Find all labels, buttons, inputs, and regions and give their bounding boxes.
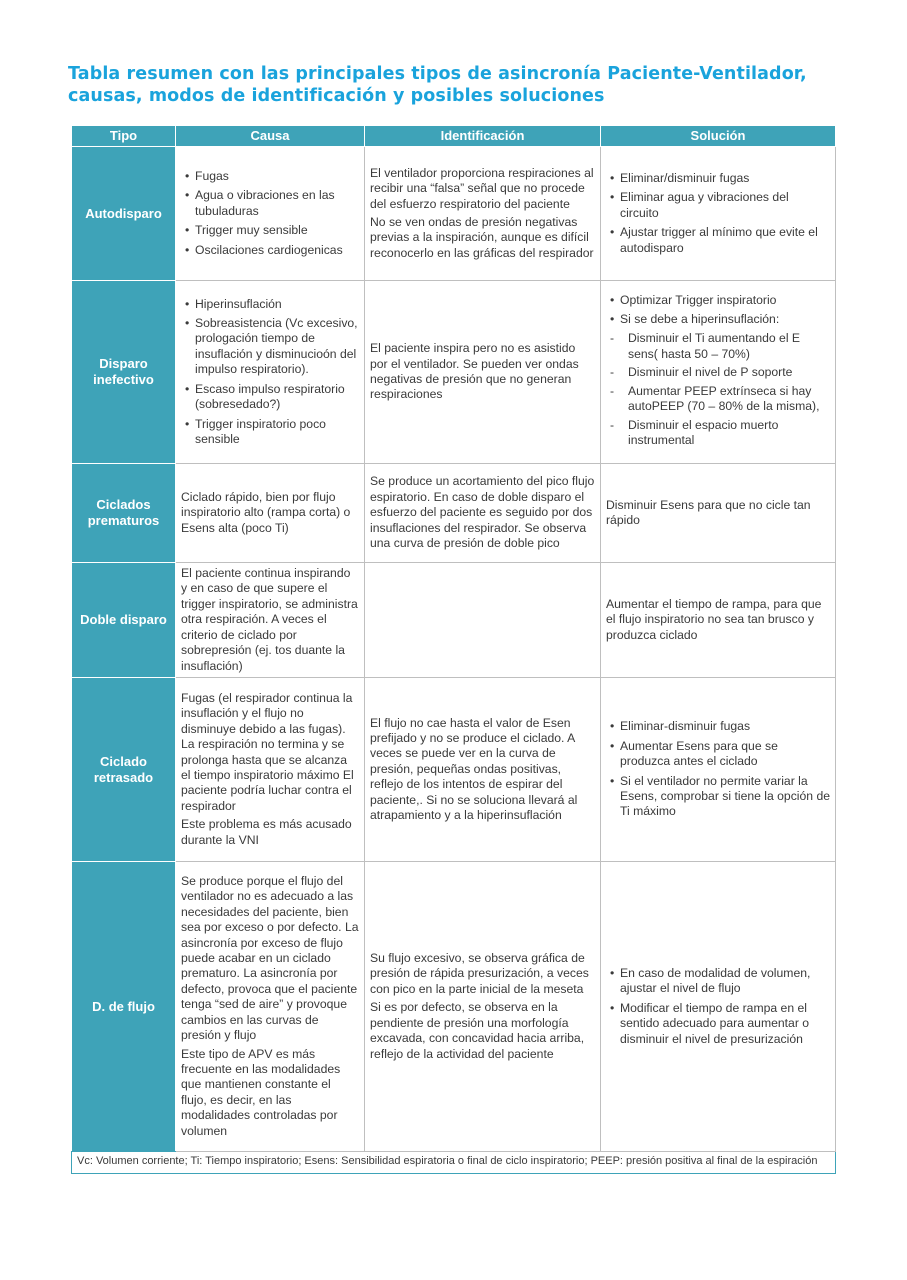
table-row <box>72 862 836 1152</box>
list-item: • Trigger inspiratorio poco sensible <box>181 417 359 448</box>
header-identificacion: Identificación <box>365 126 601 147</box>
paragraph: Se produce un acortamiento del pico flujo espiratorio. En caso de doble disparo el esfuerzo del paciente es seguido por dos insuflaciones del respirador. Se observa una curva de presión de doble pico <box>370 474 595 551</box>
footnote: Vc: Volumen corriente; Ti: Tiempo inspiratorio; Esens: Sensibilidad espiratoria o final de ciclo inspiratorio; PEEP: presión positiva al final de la espiración <box>72 1152 836 1174</box>
table-row <box>72 563 836 678</box>
paragraph: Este problema es más acusado durante la VNI <box>181 817 352 847</box>
paragraph: No se ven ondas de presión negativas previas a la inspiración, aunque es difícil reconocerlo en las gráficas del respirador <box>370 215 594 260</box>
paragraph: Si es por defecto, se observa en la pendiente de presión una morfología excavada, con concavidad hacia arriba, reflejo de la actividad del paciente <box>370 1000 585 1061</box>
causa-cell <box>176 281 365 464</box>
footnote-row <box>72 1152 836 1174</box>
identificacion-cell <box>365 147 601 281</box>
paragraph: Fugas (el respirador continua la insuflación y el flujo no disminuye debido a las fugas). La respiración no termina y se prolonga hasta que se alcanza el tiempo inspiratorio máximo El paciente podría luchar contra el respirador <box>181 690 354 813</box>
list-item: • Eliminar/disminuir fugas <box>606 171 830 186</box>
solucion-cell: Disminuir Esens para que no cicle tan rápido <box>601 464 836 563</box>
tipo-cell: Autodisparo <box>72 147 176 281</box>
solucion-cell: Aumentar el tiempo de rampa, para que el flujo inspiratorio no sea tan brusco y produzca ciclado <box>601 563 836 678</box>
solucion-cell <box>601 678 836 862</box>
asynchrony-table <box>71 125 836 1174</box>
list-item: • Hiperinsuflación <box>181 297 359 312</box>
list-item: • Sobreasistencia (Vc excesivo, prologación tiempo de insuflación y disminucioón del impulso respiratorio). <box>181 316 359 378</box>
list-item: • Eliminar agua y vibraciones del circuito <box>606 190 830 221</box>
header-tipo: Tipo <box>72 126 176 147</box>
table-row <box>72 281 836 464</box>
list-item: • Trigger muy sensible <box>181 223 359 238</box>
paragraph: Su flujo excesivo, se observa gráfica de presión de rápida presurización, a veces con pico en la parte inicial de la meseta <box>370 951 589 996</box>
sub-list-item: - Disminuir el Ti aumentando el E sens( hasta 50 – 70%) <box>606 331 830 362</box>
sub-list-item: - Aumentar PEEP extrínseca si hay autoPEEP (70 – 80% de la misma), <box>606 384 830 415</box>
tipo-cell: Ciclados prematuros <box>72 464 176 563</box>
list-item: • Eliminar-disminuir fugas <box>606 719 830 734</box>
list-item: • Agua o vibraciones en las tubuladuras <box>181 188 359 219</box>
paragraph: Este tipo de APV es más frecuente en las modalidades que mantienen constante el flujo, es decir, en las modalidades controladas por volumen <box>181 1046 341 1138</box>
list-item: • Ajustar trigger al mínimo que evite el autodisparo <box>606 225 830 256</box>
list-item: • Optimizar Trigger inspiratorio <box>606 293 830 308</box>
causa-cell: Ciclado rápido, bien por flujo inspiratorio alto (rampa corta) o Esens alta (poco Ti) <box>176 464 365 563</box>
tipo-cell: Doble disparo <box>72 563 176 678</box>
solucion-cell <box>601 862 836 1152</box>
list-item: • En caso de modalidad de volumen, ajustar el nivel de flujo <box>606 966 830 997</box>
list-item: • Si el ventilador no permite variar la Esens, comprobar si tiene la opción de Ti máximo <box>606 774 830 820</box>
identificacion-cell <box>365 281 601 464</box>
list-item: • Escaso impulso respiratorio (sobresedado?) <box>181 382 359 413</box>
table-header-row <box>72 126 836 147</box>
paragraph: El paciente inspira pero no es asistido por el ventilador. Se pueden ver ondas negativas de presión que no generan respiraciones <box>370 341 579 402</box>
list-item: • Aumentar Esens para que se produzca antes el ciclado <box>606 739 830 770</box>
causa-cell <box>176 147 365 281</box>
list-item: • Fugas <box>181 169 359 184</box>
list-item: • Oscilaciones cardiogenicas <box>181 243 359 258</box>
solucion-cell <box>601 147 836 281</box>
causa-cell: El paciente continua inspirando y en caso de que supere el trigger inspiratorio, se administra otra respiración. A veces el criterio de ciclado por sobrepresión (ej. tos duante la insuflación) <box>176 563 365 678</box>
table-row <box>72 678 836 862</box>
sub-list-item: - Disminuir el espacio muerto instrumental <box>606 418 830 449</box>
paragraph: El flujo no cae hasta el valor de Esen prefijado y no se produce el ciclado. A veces se puede ver en la curva de presión, pequeñas ondas positivas, reflejo de los intentos de espirar del paciente,. Si no se soluciona llevará al atrapamiento y a la hiperinsuflación <box>370 715 578 823</box>
identificacion-cell <box>365 678 601 862</box>
paragraph: El ventilador proporciona respiraciones al recibir una “falsa” señal que no procede del esfuerzo respiratorio del paciente <box>370 165 594 211</box>
header-solucion: Solución <box>601 126 836 147</box>
page-title: Tabla resumen con las principales tipos de asincronía Paciente-Ventilador, causas, modos de identificación y posibles soluciones <box>68 64 807 106</box>
header-causa: Causa <box>176 126 365 147</box>
paragraph: Se produce porque el flujo del ventilador no es adecuado a las necesidades del paciente, bien sea por exceso o por defecto. La asincronía por exceso de flujo puede acabar en un ciclado prematuro. La asincronía por defecto, provoca que el paciente tenga “sed de aire” y provoque cambios en las curvas de presión y flujo <box>181 874 359 1043</box>
sub-list-item: - Disminuir el nivel de P soporte <box>606 365 830 380</box>
identificacion-cell <box>365 563 601 678</box>
tipo-cell: D. de flujo <box>72 862 176 1152</box>
table-row <box>72 147 836 281</box>
causa-cell <box>176 862 365 1152</box>
list-item: • Si se debe a hiperinsuflación: <box>606 312 830 327</box>
identificacion-cell <box>365 862 601 1152</box>
solucion-cell <box>601 281 836 464</box>
identificacion-cell <box>365 464 601 563</box>
causa-cell <box>176 678 365 862</box>
tipo-cell: Disparo inefectivo <box>72 281 176 464</box>
list-item: • Modificar el tiempo de rampa en el sentido adecuado para aumentar o disminuir el nivel de presurización <box>606 1001 830 1047</box>
table-row <box>72 464 836 563</box>
tipo-cell: Ciclado retrasado <box>72 678 176 862</box>
